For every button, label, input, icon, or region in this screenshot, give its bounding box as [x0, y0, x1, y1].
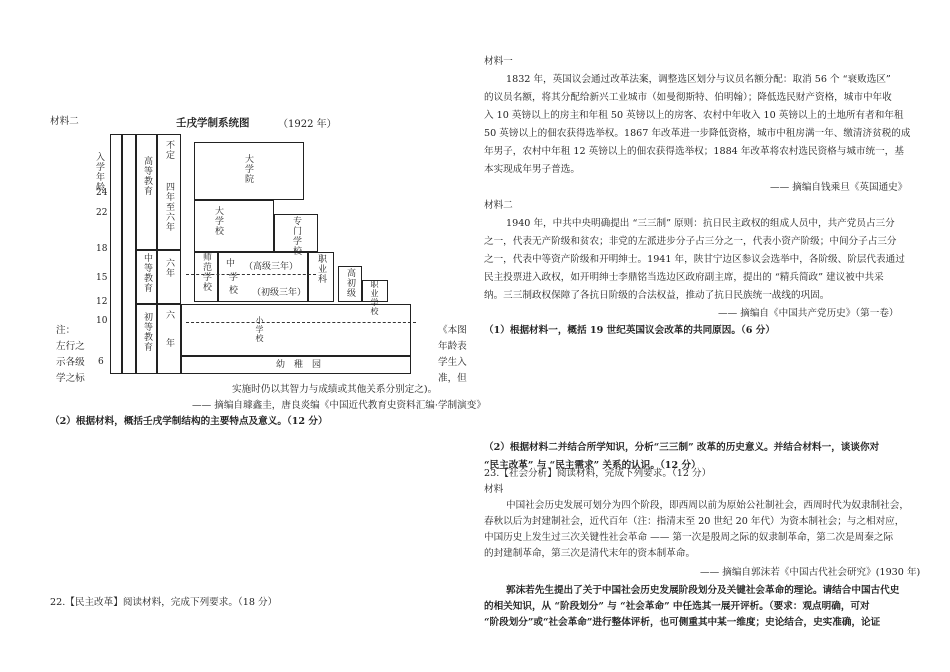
material1-source: —— 摘编自钱乘旦《英国通史》	[770, 182, 908, 193]
dashed-divider-1	[186, 274, 316, 275]
junior-three-label: （初级三年）	[252, 288, 307, 298]
diagram-title: 壬戌学制系统图	[176, 117, 250, 129]
age-18: 18	[96, 244, 108, 254]
task-line-3: “阶段划分”或“社会革命”进行整体评析，也可侧重其中某一维度；史论结合，史实准确，论证	[484, 617, 881, 628]
note-tail: 实施时仍以其智力与成绩或其他关系分别定之)。	[232, 384, 438, 395]
material1-line-4: 50 英镑以上的佃农获得选举权。1867 年改革进一步降低资格，城市中租房满一年、缴清济贫税的成	[484, 128, 911, 139]
age-24: 24	[96, 188, 108, 198]
year-char-label: 年	[164, 338, 174, 348]
right-question-1: （1）根据材料一，概括 19 世纪英国议会改革的共同原因。（6 分）	[484, 325, 775, 336]
vocational-dept-label: 职业科	[316, 254, 326, 284]
not-fixed-label: 不定	[164, 140, 174, 160]
middle-char: 中	[226, 259, 236, 269]
graduate-school-label: 大学院	[243, 154, 253, 184]
note-right-1: 《本图	[438, 325, 467, 336]
material2-line-4: 民主投票进入政权，如开明绅士李鼎铭当选边区政府副主席，提出的 “精兵简政” 建议被中共采	[484, 272, 884, 283]
primary-edu-label: 初等教育	[142, 312, 152, 352]
school-system-diagram	[86, 116, 431, 381]
vocational-school2-label: 职业学校	[370, 280, 379, 316]
note-right-3: 学生入	[438, 357, 467, 368]
diagram-year: （1922 年）	[278, 119, 337, 130]
material1-line-6: 本实现成年男子普选。	[484, 164, 580, 175]
note-left-1: 注：	[56, 325, 76, 336]
material1-line-3: 入 10 英镑以上的房主和年租 50 英镑以上的房客、农村中年收入 10 英镑以上的土地所有者和年租	[484, 110, 904, 121]
age-6: 6	[98, 357, 104, 367]
right-question-2-line-2: “民主改革” 与 “民主需求” 关系的认识。（12 分）	[484, 460, 701, 471]
note-left-2: 左行之	[56, 341, 85, 352]
material2-line-5: 纳。三三制政权保障了各抗日阶级的合法权益，推动了抗日民族统一战线的巩固。	[484, 290, 830, 301]
material1-line-1: 1832 年，英国议会通过改革法案，调整选区划分与议员名额分配：取消 56 个 “衰败选区”	[506, 74, 891, 85]
age-ruler	[110, 134, 122, 374]
senior-three-label: （高级三年）	[244, 262, 299, 272]
age-axis-label: 入学年龄	[94, 152, 104, 192]
material3-source: —— 摘编自郭沫若《中国古代社会研究》(1930 年)	[700, 567, 921, 578]
material-label: 材料	[484, 484, 504, 495]
university-block	[194, 200, 274, 252]
task-line-1: 郭沫若先生提出了关于中国社会历史发展阶段划分及关键社会革命的理论。请结合中国古代史	[506, 585, 900, 596]
material2-line-3: 之一，代表中等资产阶级和开明绅士。1941 年，陕甘宁边区参议会选举中，各阶级、阶层代表通过	[484, 254, 905, 265]
material3-line-4: 的封建制革命，第三次是清代末年的资本制革命。	[484, 548, 696, 559]
six-years-mid-label: 六年	[164, 258, 174, 278]
note-right-4: 准，但	[438, 373, 467, 384]
note-left-3: 示各级	[56, 357, 85, 368]
secondary-edu-label: 中等教育	[142, 253, 152, 293]
material2-line-1: 1940 年，中共中央明确提出 “三三制” 原则：抗日民主政权的组成人员中，共产党员占三分	[506, 218, 895, 229]
material1-line-5: 年男子，农村中年租 12 英镑以上的佃农获得选举权；1884 年改革将农村选民资格与城市统一，基	[484, 146, 904, 157]
material3-line-1: 中国社会历史发展可划分为四个阶段，即西周以前为原始公社制社会，西周时代为奴隶制社会，	[506, 500, 909, 511]
ruler-inner	[122, 134, 136, 374]
age-22: 22	[96, 208, 108, 218]
higher-edu-label: 高等教育	[142, 156, 152, 196]
material2-label-left: 材料二	[50, 116, 79, 127]
university-label: 大学校	[213, 206, 223, 236]
material2-line-2: 之一，代表无产阶级和贫农；非党的左派进步分子占三分之一，代表小资产阶级；中间分子占三分	[484, 236, 897, 247]
material3-line-3: 中国历史上发生过三次关键性社会革命 —— 第一次是殷周之际的奴隶制革命，第二次是周秦之际	[484, 532, 894, 543]
senior-vocational-label: 高初级	[345, 268, 355, 298]
six-years-low-label: 六	[164, 310, 174, 320]
age-15: 15	[96, 273, 108, 283]
four-to-six-label: 四年至六年	[164, 182, 174, 232]
material3-line-2: 春秋以后为封建制社会，近代百年（注：指清末至 20 世纪 20 年代）为资本制社会；与之相对应，	[484, 516, 905, 527]
normal-school-label: 师范学校	[201, 252, 211, 292]
material2-source: —— 摘编自《中国共产党历史》（第一卷）	[718, 308, 899, 319]
task-line-2: 的相关知识，从 “阶段划分” 与 “社会革命” 中任选其一展开评析。（要求：观点明确，可对	[484, 601, 870, 612]
question-22: 22.【民主改革】阅读材料，完成下列要求。（18 分）	[50, 597, 278, 608]
school-char: 学	[229, 273, 239, 283]
question-23: 23.【社会分析】阅读材料，完成下列要求。（12 分）	[484, 468, 712, 479]
vocational-school-label: 专门学校	[291, 216, 301, 256]
note-left-4: 学之标	[56, 373, 85, 384]
note-right-2: 年龄表	[438, 341, 467, 352]
age-12: 12	[96, 297, 108, 307]
material2-label: 材料二	[484, 200, 513, 211]
age-10: 10	[96, 316, 108, 326]
left-source: —— 摘编自璩鑫圭，唐良炎编《中国近代教育史资料汇编·学制演变》	[192, 400, 486, 411]
right-question-2-line-1: （2）根据材料二并结合所学知识，分析“三三制” 改革的历史意义。并结合材料一，谈谈你对	[484, 442, 880, 453]
middle-school-school-char: 校	[229, 286, 239, 296]
left-question-2: （2）根据材料，概括壬戌学制结构的主要特点及意义。（12 分）	[50, 416, 328, 427]
material1-label: 材料一	[484, 56, 513, 67]
primary-school-block	[181, 304, 411, 356]
material1-line-2: 的议员名额，将其分配给新兴工业城市（如曼彻斯特、伯明翰）；降低选民财产资格，城市中年收	[484, 92, 892, 103]
kindergarten-label: 幼 稚 园	[276, 360, 322, 370]
primary-school-label: 小学校	[255, 316, 264, 343]
